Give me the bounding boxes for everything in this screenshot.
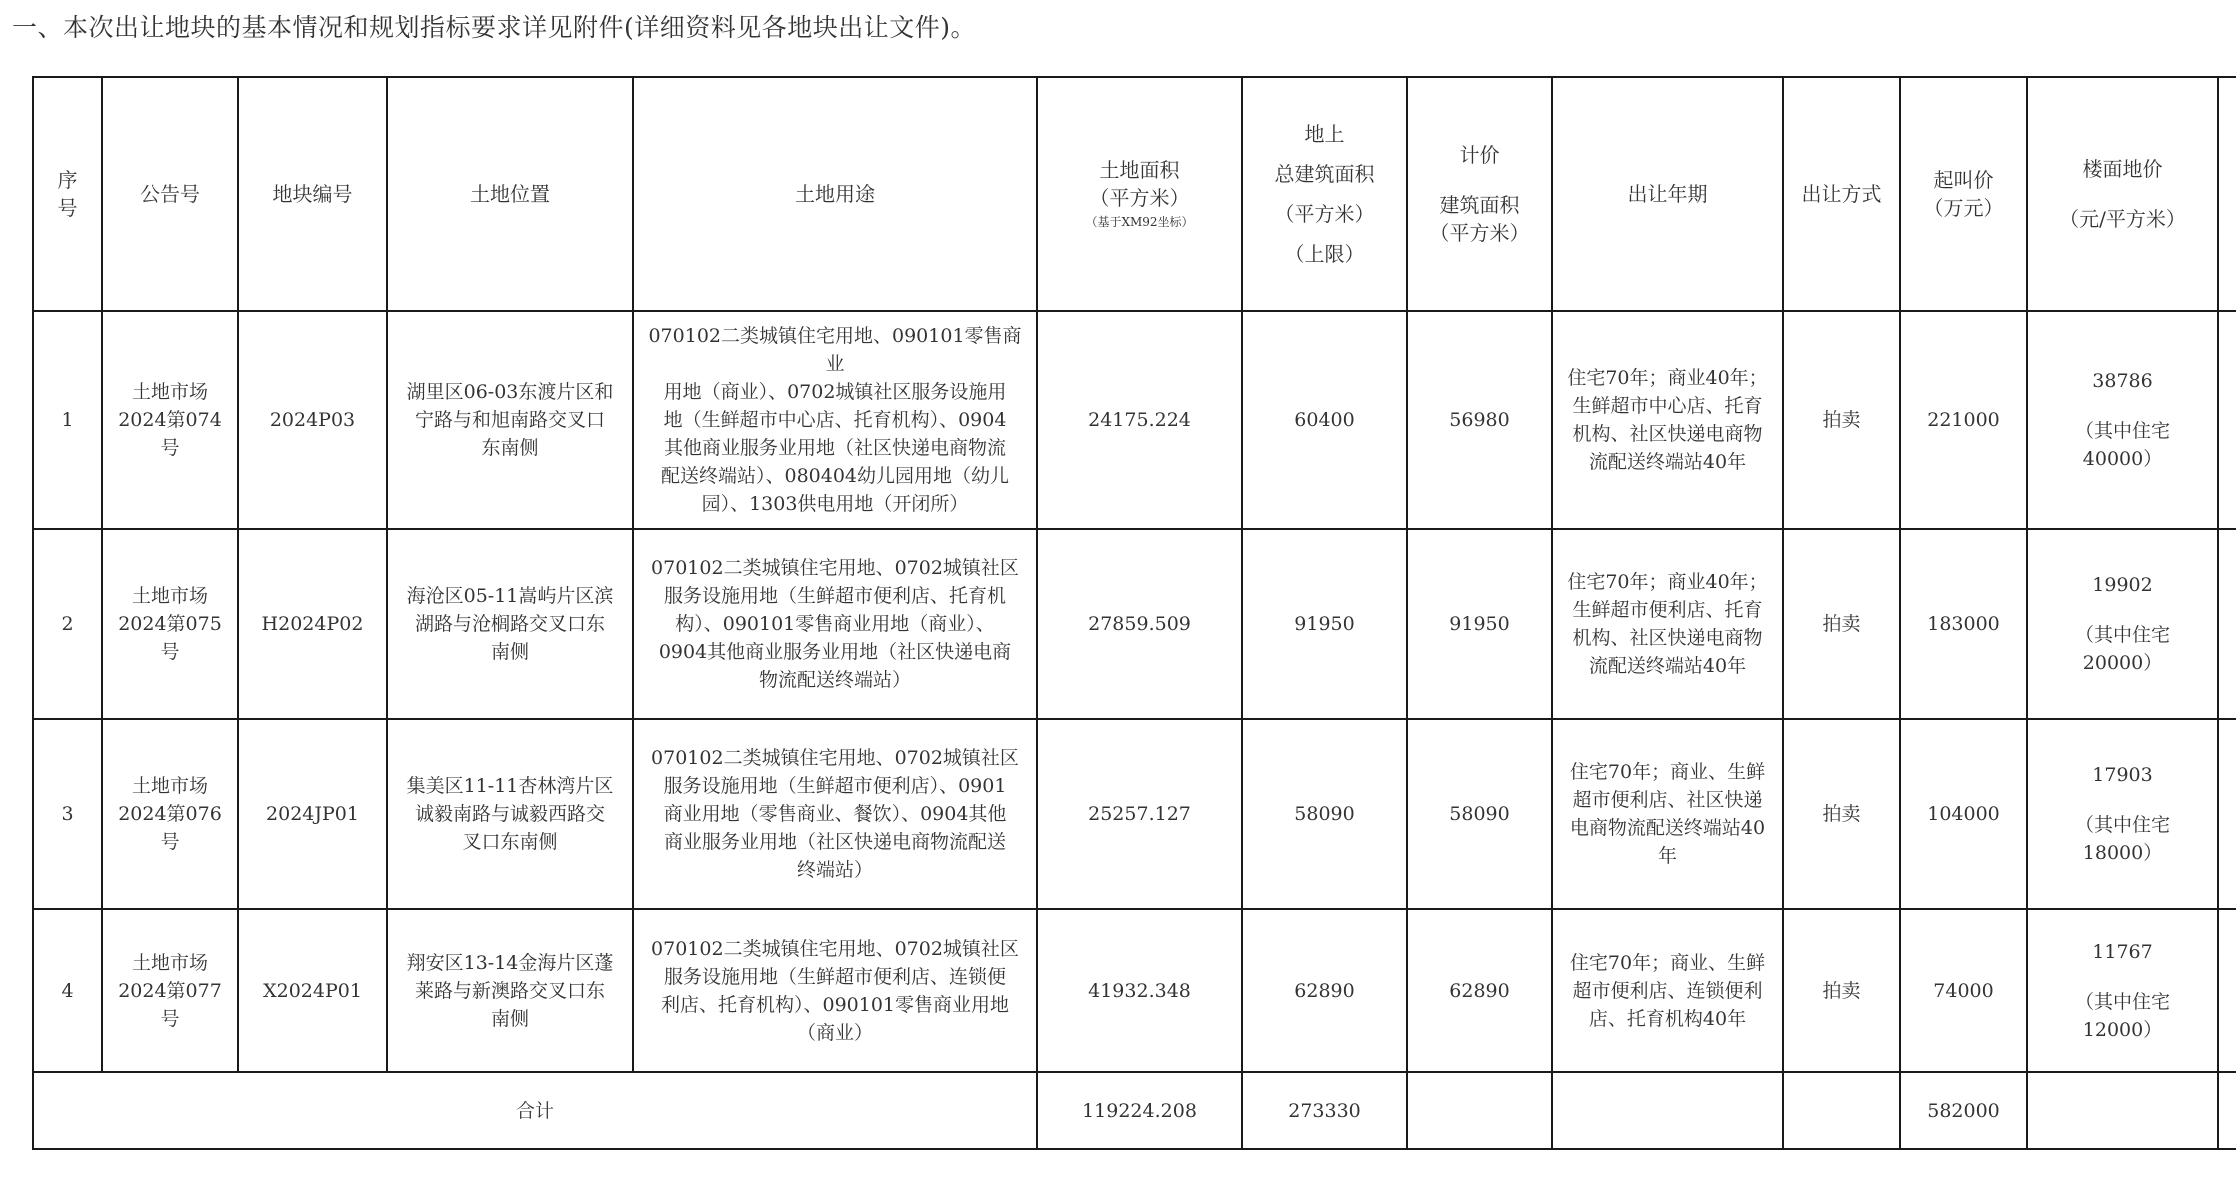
total-extra: [2218, 1072, 2236, 1149]
cell-location: 海沧区05-11嵩屿片区滨 湖路与沧榈路交叉口东 南侧: [387, 529, 633, 719]
cell-location: 翔安区13-14金海片区蓬 莱路与新澳路交叉口东 南侧: [387, 909, 633, 1072]
total-method: [1783, 1072, 1900, 1149]
cell-notice: 土地市场 2024第075 号: [102, 529, 238, 719]
cell-seq: 2: [33, 529, 102, 719]
cell-use: 070102二类城镇住宅用地、0702城镇社区 服务设施用地（生鲜超市便利店、托育机 构）、090101零售商业用地（商业）、 0904其他商业服务业用地（社区快递电商 物流配送终端站）: [633, 529, 1037, 719]
cell-gfa: 58090: [1242, 719, 1407, 909]
cell-area: 25257.127: [1037, 719, 1242, 909]
cell-notice: 土地市场 2024第077 号: [102, 909, 238, 1072]
header-method: 出让方式: [1783, 77, 1900, 311]
cell-parcel: H2024P02: [238, 529, 387, 719]
cell-extra: [2218, 311, 2236, 529]
cell-area: 41932.348: [1037, 909, 1242, 1072]
cell-floor-price: 11767 （其中住宅 12000）: [2027, 909, 2218, 1072]
cell-floor-price: 19902 （其中住宅 20000）: [2027, 529, 2218, 719]
total-start-price: 582000: [1900, 1072, 2027, 1149]
cell-term: 住宅70年；商业40年； 生鲜超市便利店、托育 机构、社区快递电商物 流配送终端站40年: [1552, 529, 1783, 719]
header-start-price: 起叫价 （万元）: [1900, 77, 2027, 311]
cell-extra: [2218, 909, 2236, 1072]
cell-gfa: 91950: [1242, 529, 1407, 719]
header-floor-price: 楼面地价 （元/平方米）: [2027, 77, 2218, 311]
cell-gfa: 62890: [1242, 909, 1407, 1072]
cell-priced-gfa: 56980: [1407, 311, 1552, 529]
total-floor-price: [2027, 1072, 2218, 1149]
header-area-note: （基于XM92坐标）: [1085, 215, 1194, 229]
table-row: [33, 719, 2236, 909]
cell-use: 070102二类城镇住宅用地、0702城镇社区 服务设施用地（生鲜超市便利店）、0901 商业用地（零售商业、餐饮）、0904其他 商业服务业用地（社区快递电商物流配送 终端站）: [633, 719, 1037, 909]
table-header-row: [33, 77, 2236, 311]
total-term: [1552, 1072, 1783, 1149]
header-seq: 序 号: [33, 77, 102, 311]
cell-parcel: X2024P01: [238, 909, 387, 1072]
cell-seq: 1: [33, 311, 102, 529]
total-label: 合计: [33, 1072, 1037, 1149]
header-location: 土地位置: [387, 77, 633, 311]
cell-parcel: 2024P03: [238, 311, 387, 529]
header-parcel: 地块编号: [238, 77, 387, 311]
cell-method: 拍卖: [1783, 311, 1900, 529]
header-notice: 公告号: [102, 77, 238, 311]
cell-start-price: 104000: [1900, 719, 2027, 909]
cell-seq: 3: [33, 719, 102, 909]
cell-term: 住宅70年；商业、生鲜 超市便利店、社区快递 电商物流配送终端站40 年: [1552, 719, 1783, 909]
cell-method: 拍卖: [1783, 909, 1900, 1072]
cell-area: 27859.509: [1037, 529, 1242, 719]
cell-priced-gfa: 58090: [1407, 719, 1552, 909]
table-row: [33, 311, 2236, 529]
table-row: [33, 909, 2236, 1072]
cell-start-price: 183000: [1900, 529, 2027, 719]
cell-extra: [2218, 719, 2236, 909]
table-row: [33, 529, 2236, 719]
cell-notice: 土地市场 2024第074 号: [102, 311, 238, 529]
land-parcel-table: [32, 76, 2236, 1150]
header-area: 土地面积 （平方米） （基于XM92坐标）: [1037, 77, 1242, 311]
cell-extra: [2218, 529, 2236, 719]
header-gfa: 地上 总建筑面积 （平方米） （上限）: [1242, 77, 1407, 311]
cell-start-price: 74000: [1900, 909, 2027, 1072]
header-priced-gfa: 计价 建筑面积 （平方米）: [1407, 77, 1552, 311]
cell-use: 070102二类城镇住宅用地、090101零售商业 用地（商业）、0702城镇社区服务设施用 地（生鲜超市中心店、托育机构）、0904 其他商业服务业用地（社区快递电商物流 配送终端站）、080404幼儿园用地（幼儿 园）、1303供电用地（开闭所）: [633, 311, 1037, 529]
cell-location: 湖里区06-03东渡片区和 宁路与和旭南路交叉口 东南侧: [387, 311, 633, 529]
cell-method: 拍卖: [1783, 529, 1900, 719]
header-extra: [2218, 77, 2236, 311]
cell-gfa: 60400: [1242, 311, 1407, 529]
cell-seq: 4: [33, 909, 102, 1072]
cell-priced-gfa: 62890: [1407, 909, 1552, 1072]
header-term: 出让年期: [1552, 77, 1783, 311]
cell-floor-price: 38786 （其中住宅 40000）: [2027, 311, 2218, 529]
cell-floor-price: 17903 （其中住宅 18000）: [2027, 719, 2218, 909]
total-priced-gfa: [1407, 1072, 1552, 1149]
cell-term: 住宅70年；商业、生鲜 超市便利店、连锁便利 店、托育机构40年: [1552, 909, 1783, 1072]
total-area: 119224.208: [1037, 1072, 1242, 1149]
total-gfa: 273330: [1242, 1072, 1407, 1149]
cell-term: 住宅70年；商业40年； 生鲜超市中心店、托育 机构、社区快递电商物 流配送终端站40年: [1552, 311, 1783, 529]
cell-location: 集美区11-11杏林湾片区 诚毅南路与诚毅西路交 叉口东南侧: [387, 719, 633, 909]
cell-priced-gfa: 91950: [1407, 529, 1552, 719]
cell-start-price: 221000: [1900, 311, 2027, 529]
intro-text: 一、本次出让地块的基本情况和规划指标要求详见附件(详细资料见各地块出让文件)。: [12, 13, 977, 42]
cell-use: 070102二类城镇住宅用地、0702城镇社区 服务设施用地（生鲜超市便利店、连锁便 利店、托育机构）、090101零售商业用地 （商业）: [633, 909, 1037, 1072]
cell-area: 24175.224: [1037, 311, 1242, 529]
cell-method: 拍卖: [1783, 719, 1900, 909]
cell-notice: 土地市场 2024第076 号: [102, 719, 238, 909]
cell-parcel: 2024JP01: [238, 719, 387, 909]
header-use: 土地用途: [633, 77, 1037, 311]
total-row: [33, 1072, 2236, 1149]
